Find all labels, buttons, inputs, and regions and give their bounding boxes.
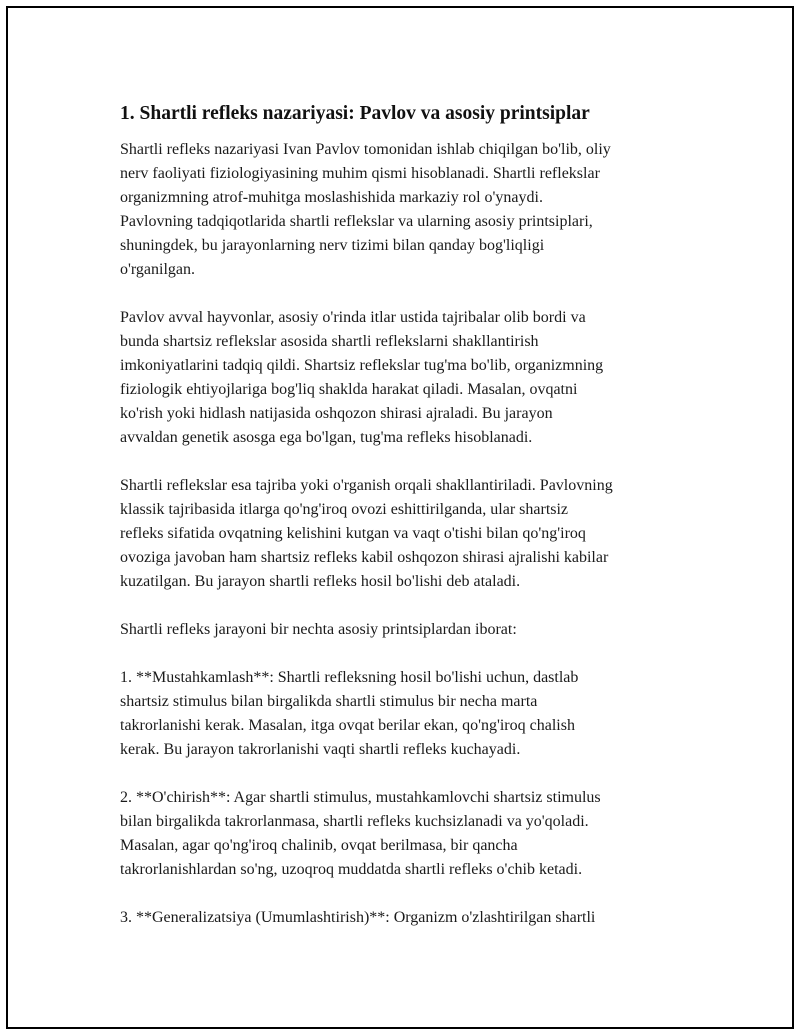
document-body	[120, 102, 700, 954]
paragraph-unconditioned-reflexes	[120, 306, 700, 450]
text-line: bunda shartsiz reflekslar asosida shartli reflekslarni shakllantirish	[120, 333, 539, 350]
text-line: shartsiz stimulus bilan birgalikda shartli stimulus bir necha marta	[120, 693, 538, 710]
list-item-reinforcement	[120, 666, 700, 762]
text-line: Pavlov avval hayvonlar, asosiy o'rinda itlar ustida tajribalar olib bordi va	[120, 309, 586, 326]
text-line: shuningdek, bu jarayonlarning nerv tizimi bilan qanday bog'liqligi	[120, 237, 545, 254]
paragraph-intro	[120, 138, 700, 282]
text-line: 2. **O'chirish**: Agar shartli stimulus, mustahkamlovchi shartsiz stimulus	[120, 789, 601, 806]
list-item-extinction	[120, 786, 700, 882]
text-line: takrorlanishi kerak. Masalan, itga ovqat berilar ekan, qo'ng'iroq chalish	[120, 717, 575, 734]
text-line: Pavlovning tadqiqotlarida shartli reflekslar va ularning asosiy printsiplari,	[120, 213, 593, 230]
text-line: klassik tajribasida itlarga qo'ng'iroq ovozi eshittirilganda, ular shartsiz	[120, 501, 569, 518]
paragraph-principles-intro	[120, 618, 700, 642]
text-line: Shartli refleks nazariyasi Ivan Pavlov tomonidan ishlab chiqilgan bo'lib, oliy	[120, 141, 611, 158]
text-line: bilan birgalikda takrorlanmasa, shartli refleks kuchsizlanadi va yo'qoladi.	[120, 813, 589, 830]
text-line: refleks sifatida ovqatning kelishini kutgan va vaqt o'tishi bilan qo'ng'iroq	[120, 525, 586, 542]
text-line: Masalan, agar qo'ng'iroq chalinib, ovqat berilmasa, bir qancha	[120, 837, 518, 854]
text-line: nerv faoliyati fiziologiyasining muhim qismi hisoblanadi. Shartli reflekslar	[120, 165, 600, 182]
text-line: kerak. Bu jarayon takrorlanishi vaqti shartli refleks kuchayadi.	[120, 741, 521, 758]
list-item-generalization	[120, 906, 700, 930]
text-line: Shartli refleks jarayoni bir nechta asosiy printsiplardan iborat:	[120, 621, 517, 638]
text-line: 3. **Generalizatsiya (Umumlashtirish)**: Organizm o'zlashtirilgan shartli	[120, 909, 596, 926]
text-line: takrorlanishlardan so'ng, uzoqroq muddatda shartli refleks o'chib ketadi.	[120, 861, 583, 878]
document-title: 1. Shartli refleks nazariyasi: Pavlov va asosiy printsiplar	[120, 103, 590, 124]
text-line: avvaldan genetik asosga ega bo'lgan, tug'ma refleks hisoblanadi.	[120, 429, 533, 446]
text-line: organizmning atrof-muhitga moslashishida markaziy rol o'ynaydi.	[120, 189, 543, 206]
text-line: fiziologik ehtiyojlariga bog'liq shaklda harakat qiladi. Masalan, ovqatni	[120, 381, 578, 398]
text-line: Shartli reflekslar esa tajriba yoki o'rganish orqali shakllantiriladi. Pavlovning	[120, 477, 613, 494]
text-line: ovoziga javoban ham shartsiz refleks kabil oshqozon shirasi ajralishi kabilar	[120, 549, 609, 566]
page-frame	[6, 6, 794, 1029]
text-line: ko'rish yoki hidlash natijasida oshqozon shirasi ajraladi. Bu jarayon	[120, 405, 553, 422]
text-line: imkoniyatlarini tadqiq qildi. Shartsiz reflekslar tug'ma bo'lib, organizmning	[120, 357, 604, 374]
text-line: kuzatilgan. Bu jarayon shartli refleks hosil bo'lishi deb ataladi.	[120, 573, 521, 590]
text-line: o'rganilgan.	[120, 261, 196, 278]
text-line: 1. **Mustahkamlash**: Shartli refleksning hosil bo'lishi uchun, dastlab	[120, 669, 579, 686]
paragraph-conditioned-reflexes	[120, 474, 700, 594]
